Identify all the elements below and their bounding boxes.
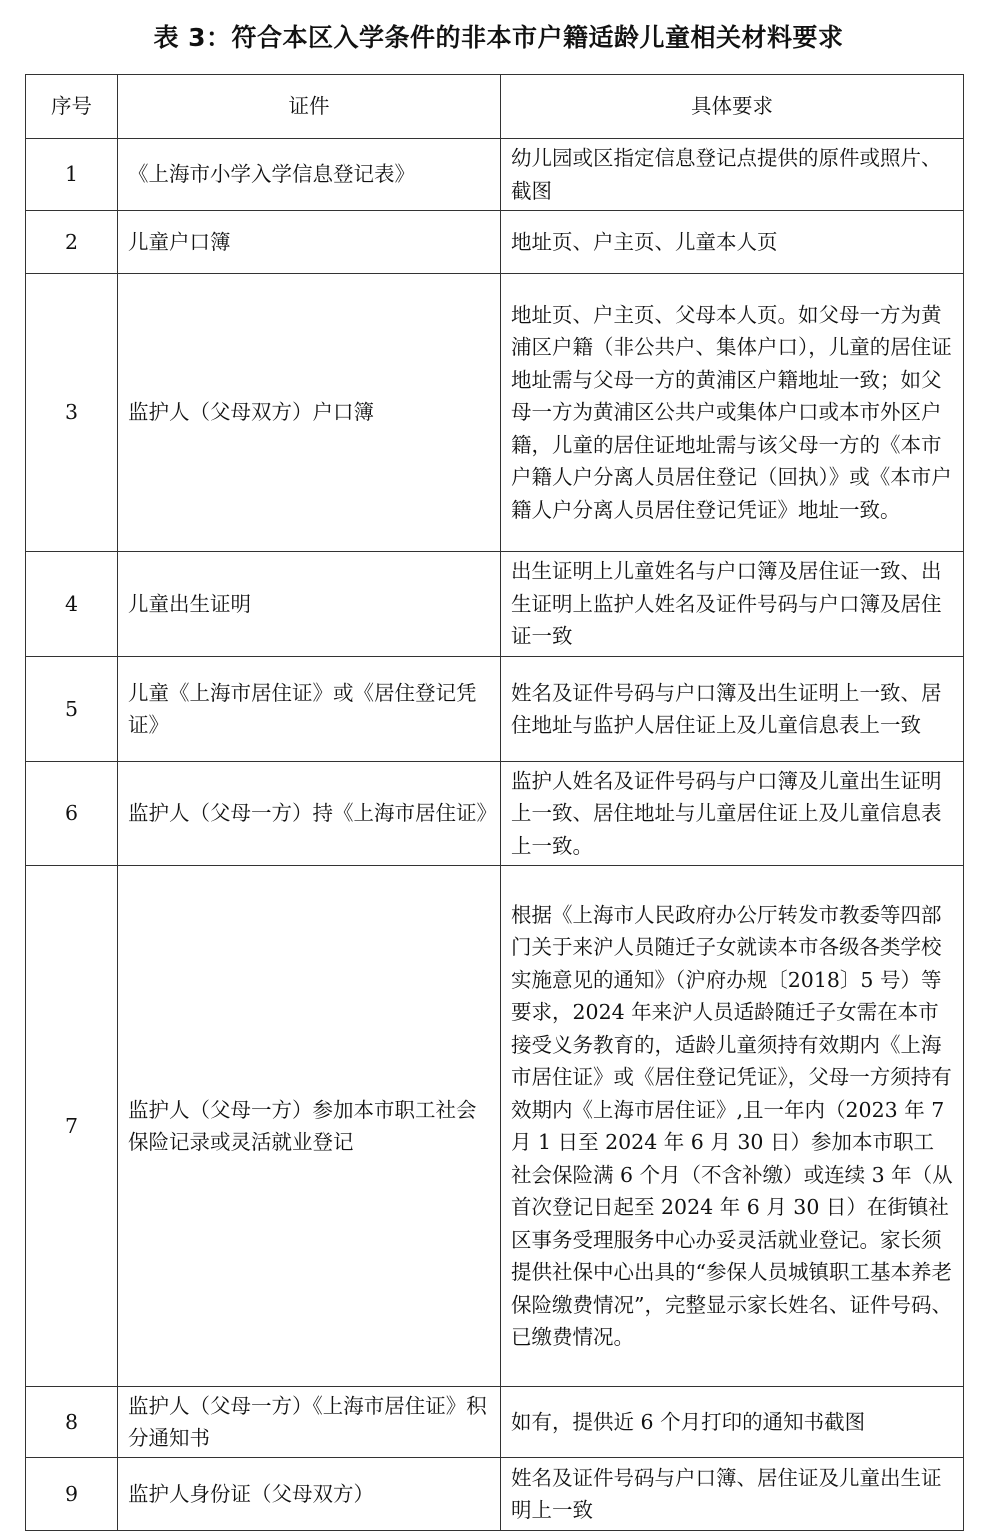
row-req: 姓名及证件号码与户口簿、居住证及儿童出生证明上一致 — [501, 1458, 964, 1531]
row-doc: 儿童户口簿 — [118, 211, 501, 274]
row-doc: 儿童《上海市居住证》或《居住登记凭证》 — [118, 657, 501, 762]
row-num: 9 — [26, 1458, 118, 1531]
row-doc: 《上海市小学入学信息登记表》 — [118, 139, 501, 211]
table-title: 表 3：符合本区入学条件的非本市户籍适龄儿童相关材料要求 — [153, 23, 844, 52]
row-num: 1 — [26, 139, 118, 211]
row-num: 2 — [26, 211, 118, 274]
row-doc: 监护人（父母一方）《上海市居住证》积分通知书 — [118, 1387, 501, 1458]
header-req: 具体要求 — [501, 75, 964, 139]
header-row — [26, 75, 964, 139]
table-row — [26, 762, 964, 866]
table-row — [26, 1458, 964, 1531]
row-num: 6 — [26, 762, 118, 866]
row-doc: 儿童出生证明 — [118, 552, 501, 657]
row-req: 根据《上海市人民政府办公厅转发市教委等四部门关于来沪人员随迁子女就读本市各级各类学校实施意见的通知》（沪府办规〔2018〕5 号）等要求，2024 年来沪人员适龄随迁子女需在本市接受义务教育的，适龄儿童须持有效期内《上海市居住证》或《居住登记凭证》，父母一方须持有效期内《上海市居住证》,且一年内（2023 年 7 月 1 日至 2024 年 6 月 30 日）参加本市职工社会保险满 6 个月（不含补缴）或连续 3 年（从首次登记日起至 2024 年 6 月 30 日）在街镇社区事务受理服务中心办妥灵活就业登记。家长须提供社保中心出具的“参保人员城镇职工基本养老保险缴费情况”，完整显示家长姓名、证件号码、已缴费情况。 — [501, 866, 964, 1387]
row-doc: 监护人（父母一方）参加本市职工社会保险记录或灵活就业登记 — [118, 866, 501, 1387]
row-req: 地址页、户主页、父母本人页。如父母一方为黄浦区户籍（非公共户、集体户口），儿童的居住证地址需与父母一方的黄浦区户籍地址一致；如父母一方为黄浦区公共户或集体户口或本市外区户籍，儿童的居住证地址需与该父母一方的《本市户籍人户分离人员居住登记（回执）》或《本市户籍人户分离人员居住登记凭证》地址一致。 — [501, 274, 964, 552]
table-row — [26, 657, 964, 762]
row-num: 4 — [26, 552, 118, 657]
table-row — [26, 866, 964, 1387]
row-num: 5 — [26, 657, 118, 762]
table-row — [26, 552, 964, 657]
row-req: 地址页、户主页、儿童本人页 — [501, 211, 964, 274]
row-num: 7 — [26, 866, 118, 1387]
row-num: 8 — [26, 1387, 118, 1458]
row-req: 监护人姓名及证件号码与户口簿及儿童出生证明上一致、居住地址与儿童居住证上及儿童信息表上一致。 — [501, 762, 964, 866]
row-num: 3 — [26, 274, 118, 552]
row-req: 如有，提供近 6 个月打印的通知书截图 — [501, 1387, 964, 1458]
table-row — [26, 1387, 964, 1458]
table-row — [26, 274, 964, 552]
row-req: 姓名及证件号码与户口簿及出生证明上一致、居住地址与监护人居住证上及儿童信息表上一致 — [501, 657, 964, 762]
header-doc: 证件 — [118, 75, 501, 139]
table-row — [26, 211, 964, 274]
row-doc: 监护人（父母一方）持《上海市居住证》 — [118, 762, 501, 866]
table-row — [26, 139, 964, 211]
row-req: 出生证明上儿童姓名与户口簿及居住证一致、出生证明上监护人姓名及证件号码与户口簿及居住证一致 — [501, 552, 964, 657]
requirements-table — [25, 74, 964, 1531]
row-doc: 监护人身份证（父母双方） — [118, 1458, 501, 1531]
row-req: 幼儿园或区指定信息登记点提供的原件或照片、截图 — [501, 139, 964, 211]
row-doc: 监护人（父母双方）户口簿 — [118, 274, 501, 552]
header-num: 序号 — [26, 75, 118, 139]
